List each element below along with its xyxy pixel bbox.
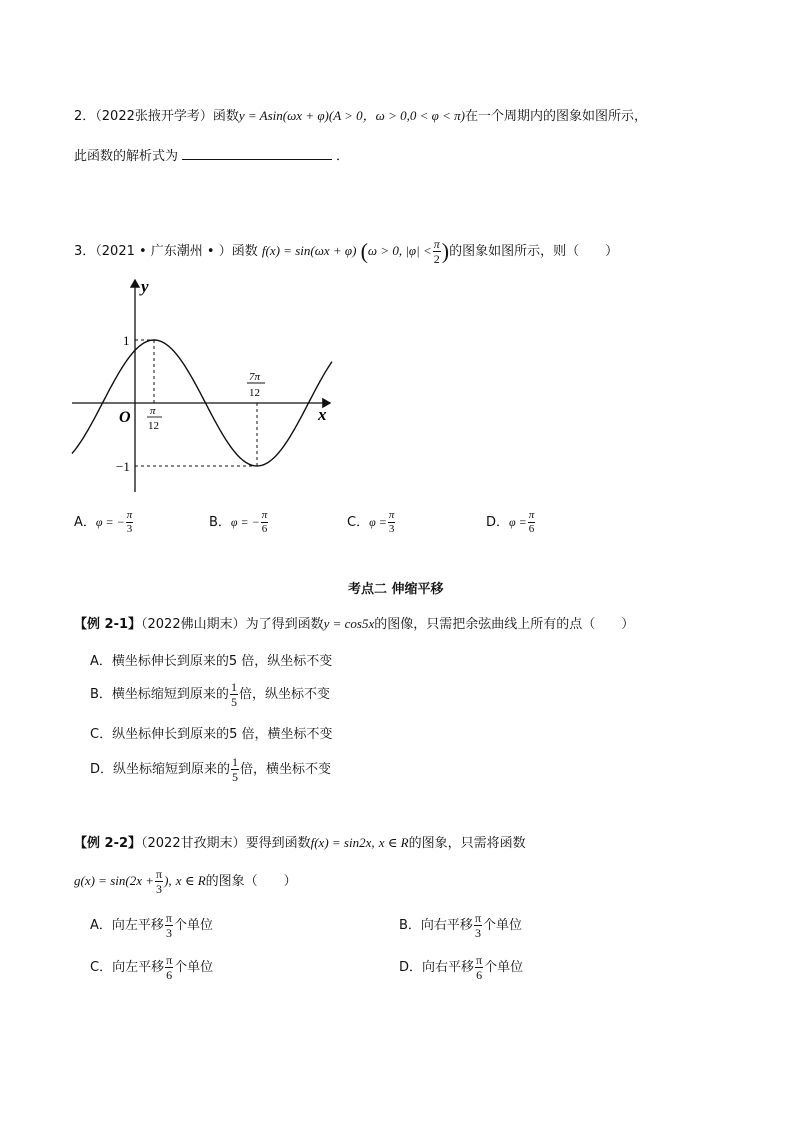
example-2-1-stem: [74, 617, 634, 631]
y-max-label: 1: [123, 333, 130, 348]
origin-label: O: [119, 409, 131, 426]
example-2-2-option-a[interactable]: A．向左平移 $\frac{\pi}{3}$ 个单位: [90, 911, 213, 940]
condition: ω > 0, |φ| <: [367, 243, 432, 258]
fraction: $\frac{\pi}{3}$: [126, 509, 133, 535]
example-2-2-option-b[interactable]: B．向右平移 $\frac{\pi}{3}$ 个单位: [399, 911, 523, 940]
fraction: $\frac{\pi}{6}$: [476, 953, 483, 982]
fraction: $\frac{\pi}{3}$: [156, 867, 163, 896]
option-d[interactable]: D．φ = $\frac{\pi}{6}$: [486, 509, 535, 535]
answer-blank[interactable]: [182, 147, 332, 160]
sine-graph: [60, 270, 350, 500]
section-title: 考点二 伸缩平移: [348, 582, 444, 597]
fraction: $\frac{1}{5}$: [232, 755, 239, 784]
question-source: （2021 • 广东潮州 • ）函数: [95, 244, 258, 259]
max-x-numerator: π: [150, 405, 156, 417]
example-2-1-option-c[interactable]: C．纵坐标伸长到原来的5 倍，横坐标不变: [90, 727, 333, 742]
example-2-2-option-c[interactable]: C．向左平移 $\frac{\pi}{6}$ 个单位: [90, 953, 214, 982]
max-x-denominator: 12: [148, 420, 159, 432]
option-a[interactable]: A．φ = − $\frac{\pi}{3}$: [74, 509, 133, 535]
question-3-line: 3．（2021 • 广东潮州 • ）函数 f(x) = sin(ωx + φ) (ω > 0, |φ| < $\frac{\pi}{2}$ )的图象如图所示，则（ ）: [74, 237, 619, 266]
fraction: $\frac{\pi}{6}$: [166, 953, 173, 982]
question-2-line1: [74, 109, 647, 123]
example-tag: 【例 2-1】: [74, 617, 142, 632]
example-2-2-g: g(x) = sin(2x + $\frac{\pi}{3}$ ), x ∈ R的图象（ ）: [74, 867, 297, 896]
fraction: $\frac{\pi}{2}$: [433, 237, 440, 266]
question-source: （2022佛山期末）为了得到函数: [141, 617, 324, 632]
y-min-label: −1: [116, 459, 130, 474]
example-2-2-stem: [74, 836, 526, 850]
fraction: $\frac{1}{5}$: [230, 680, 237, 709]
y-axis-label: y: [141, 277, 149, 296]
example-2-1-option-a[interactable]: A．横坐标伸长到原来的5 倍，纵坐标不变: [90, 654, 333, 669]
x-axis-label: x: [318, 405, 327, 424]
question-text: 的图象如图所示，则（ ）: [449, 244, 619, 259]
question-text: 此函数的解析式为: [74, 149, 179, 164]
example-2-2-option-d[interactable]: D．向右平移 $\frac{\pi}{6}$ 个单位: [399, 953, 524, 982]
fraction: $\frac{\pi}{3}$: [165, 911, 172, 940]
question-text: 的图像，只需把余弦曲线上所有的点（ ）: [374, 617, 635, 632]
condition: x ∈ R: [175, 873, 206, 888]
formula: f(x) = sin2x,: [310, 835, 375, 850]
formula: y = Asin(ωx + φ)(A > 0，ω > 0,0 < φ < π): [238, 108, 465, 123]
fraction: $\frac{\pi}{6}$: [528, 509, 535, 535]
question-text: 的图象，只需将函数: [408, 836, 526, 851]
question-number: 2．: [74, 109, 96, 124]
option-b[interactable]: B．φ = − $\frac{\pi}{6}$: [209, 509, 268, 535]
question-number: 3．: [74, 244, 96, 259]
min-x-denominator: 12: [249, 387, 260, 399]
question-source: （2022甘孜期末）要得到函数: [141, 836, 311, 851]
period: ．: [336, 149, 350, 164]
example-2-1-option-b[interactable]: B．横坐标缩短到原来的 $\frac{1}{5}$ 倍，纵坐标不变: [90, 680, 330, 709]
fraction: $\frac{\pi}{3}$: [388, 509, 395, 535]
example-tag: 【例 2-2】: [74, 836, 142, 851]
example-2-1-option-d[interactable]: D．纵坐标缩短到原来的 $\frac{1}{5}$ 倍，横坐标不变: [90, 755, 332, 784]
min-x-numerator: 7π: [249, 371, 261, 383]
fraction: $\frac{\pi}{6}$: [261, 509, 268, 535]
formula: f(x) = sin(ωx + φ): [261, 243, 357, 258]
question-text: 在一个周期内的图象如图所示，: [464, 109, 647, 124]
formula: y = cos5x: [323, 616, 375, 631]
condition: x ∈ R: [378, 835, 409, 850]
formula: g(x) = sin(2x +: [74, 873, 154, 888]
question-text: 的图象（ ）: [205, 874, 297, 889]
fraction: $\frac{\pi}{3}$: [474, 911, 481, 940]
option-c[interactable]: C．φ = $\frac{\pi}{3}$: [347, 509, 395, 535]
question-2-line2: [74, 147, 349, 163]
question-source: （2022张掖开学考）函数: [95, 109, 239, 124]
